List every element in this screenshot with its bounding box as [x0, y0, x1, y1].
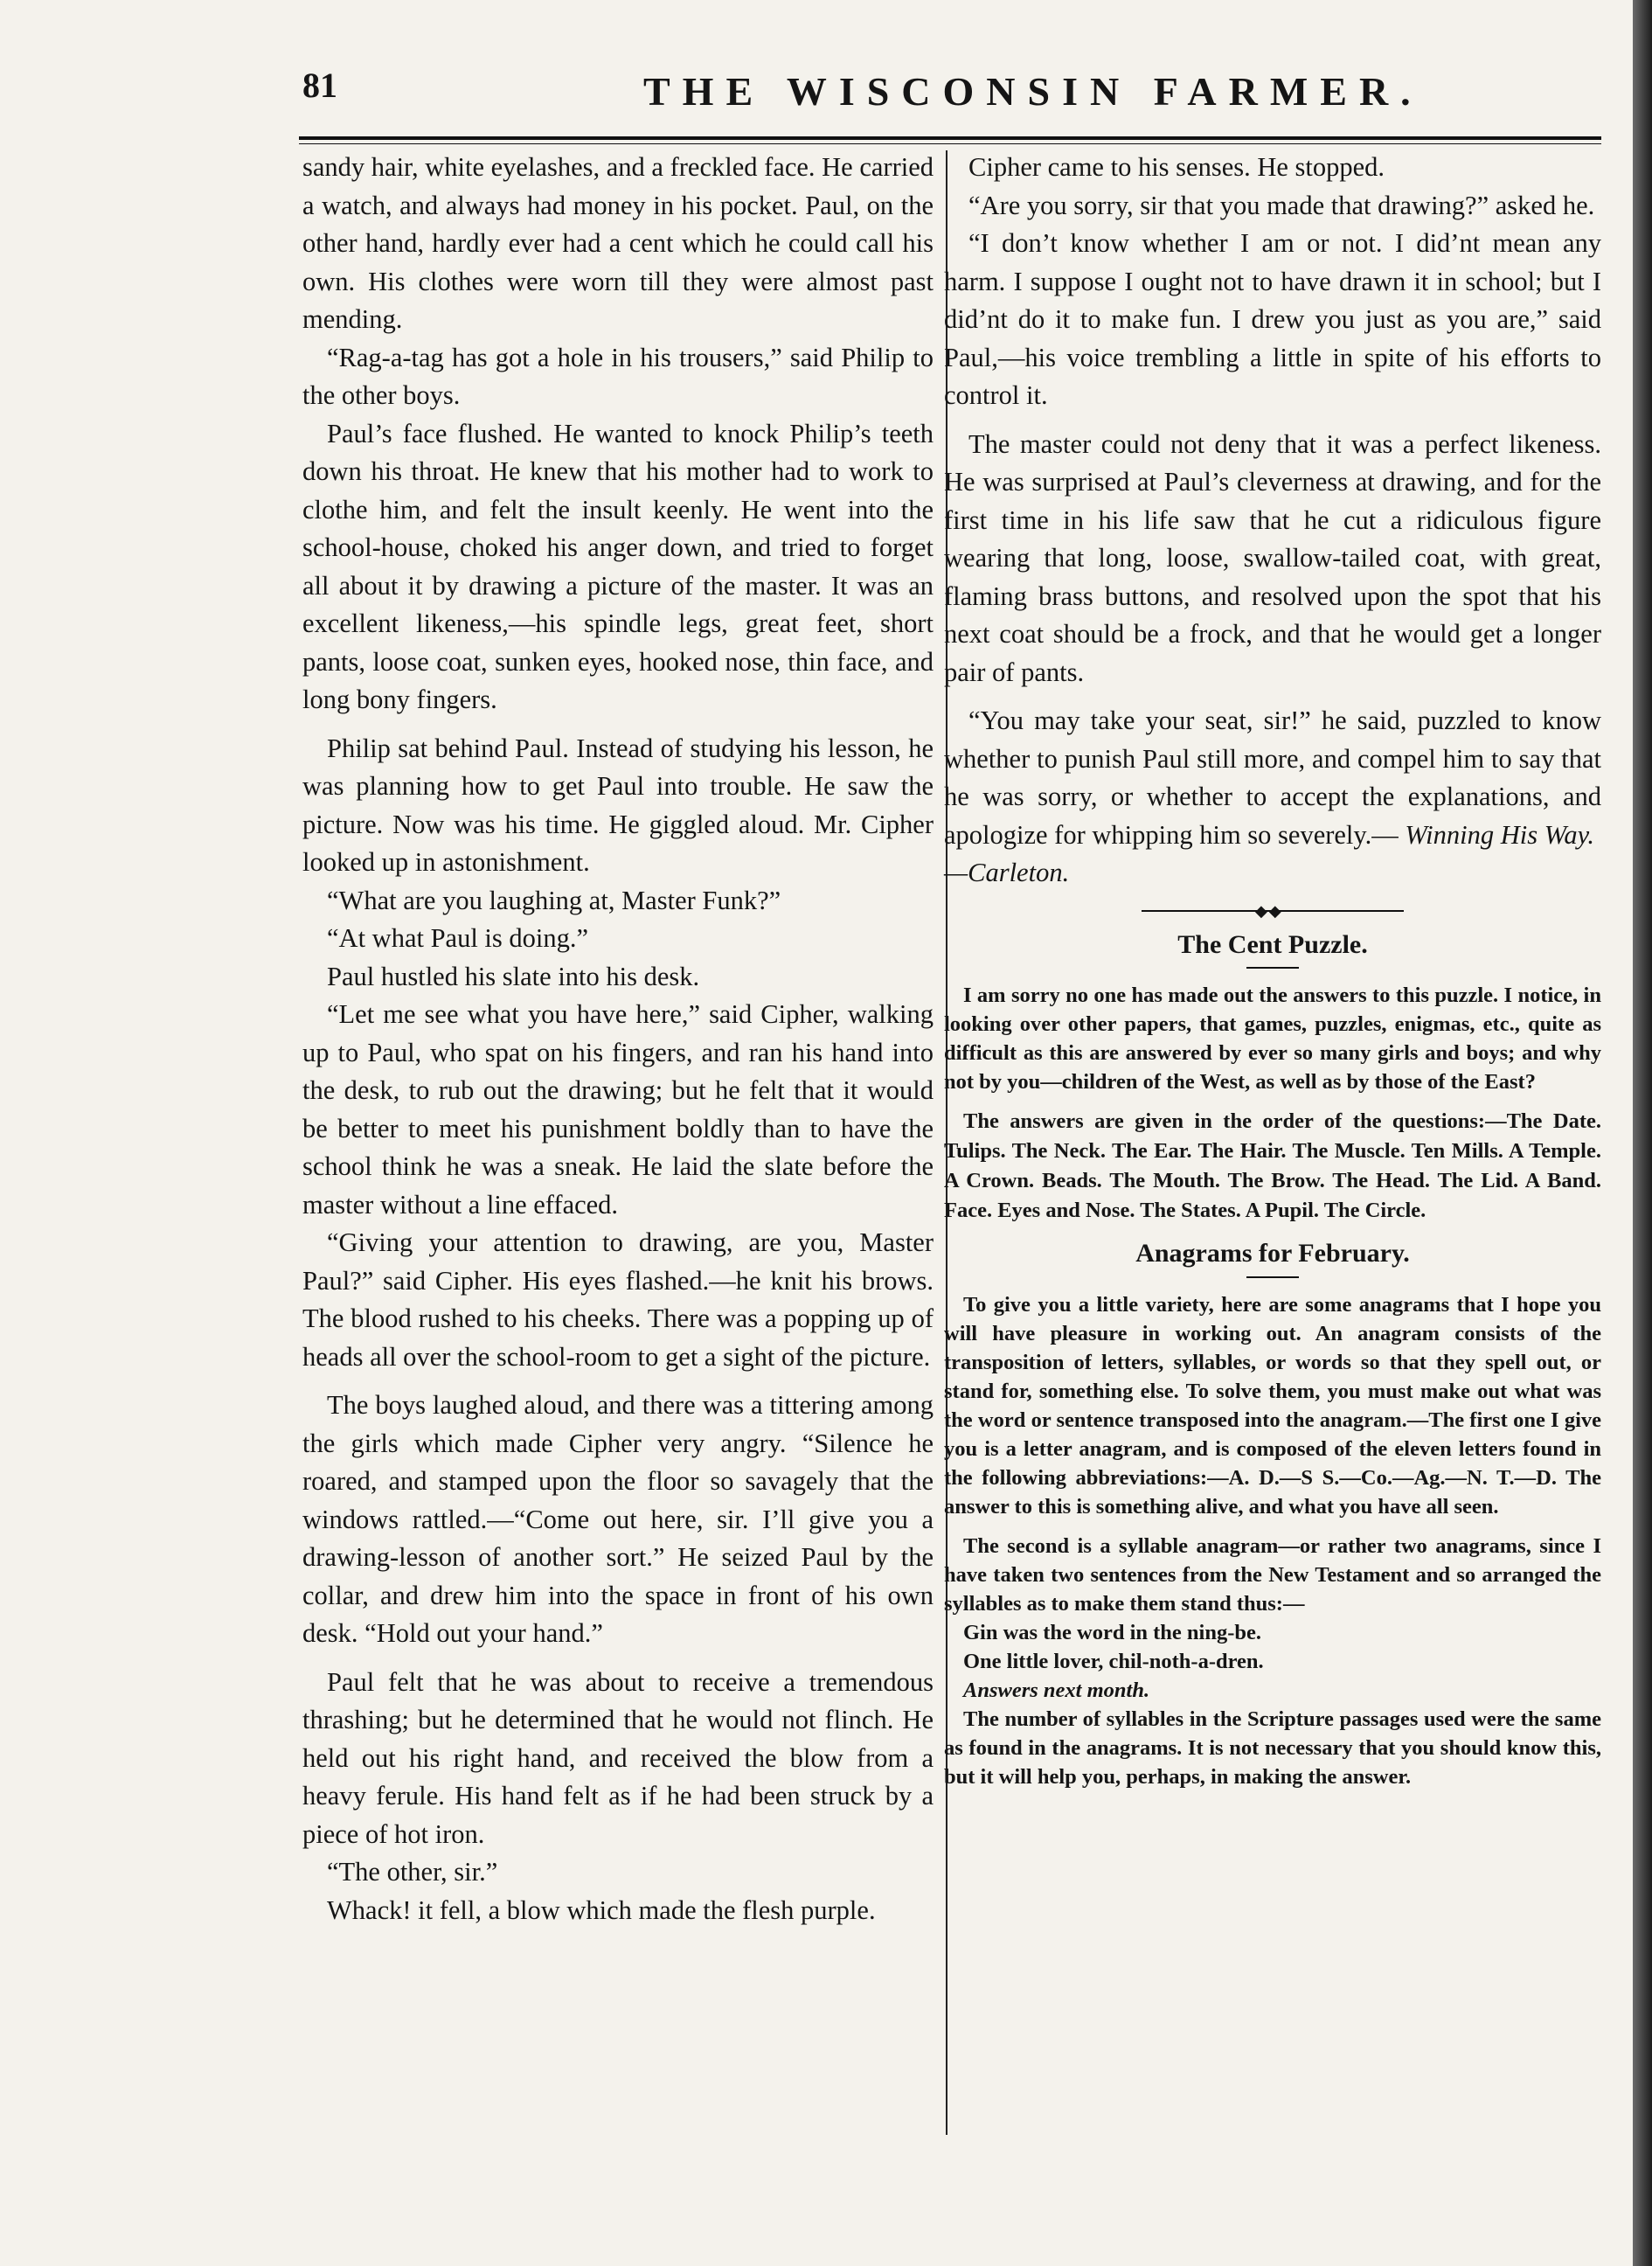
source-title: Winning His Way. [1405, 819, 1595, 850]
paragraph-text: “You may take your seat, sir!” he said, puzzled to know whether to punish Paul still more, and compel him to say that he was sorry, or whether to accept the explanations, and apologize for whipping him so severely.— [944, 706, 1601, 850]
anagram-line: One little lover, chil-noth-a-dren. [963, 1649, 1264, 1673]
anagrams-section [944, 1290, 1601, 1791]
paragraph: “Let me see what you have here,” said Cipher, walking up to Paul, who spat on his fingers, and ran his hand into the desk, to rub out the drawing; but he felt that it would be better to meet his punishment boldly than to have the school think he was a sneak. He laid the slate before the master without a line effaced. [302, 999, 934, 1220]
paragraph: Paul felt that he was about to receive a tremendous thrashing; but he determined that he would not flinch. He held out his right hand, and received the blow from a heavy ferule. His hand felt as if he had been struck by a piece of hot iron. [302, 1666, 934, 1849]
paragraph: sandy hair, white eyelashes, and a freckled face. He carried a watch, and always had money in his pocket. Paul, on the other hand, hardly ever had a cent which he could call his own. His clothes were worn till they were almost past mending. [302, 152, 934, 334]
paragraph: Paul’s face flushed. He wanted to knock Philip’s teeth down his throat. He knew that his mother had to work to clothe him, and felt the insult keenly. He went into the school-house, choked his anger down, and tried to forget all about it by drawing a picture of the master. It was an excellent likeness,—his spindle legs, great feet, short pants, loose coat, sunken eyes, hooked nose, thin face, and long bony fingers. [302, 418, 934, 714]
anagrams-second: The second is a syllable anagram—or rather two anagrams, since I have taken two sentences from the New Testament and so arranged the syllables as to make them stand thus:— [944, 1533, 1601, 1616]
paragraph: “What are you laughing at, Master Funk?” [327, 885, 781, 915]
left-column [302, 149, 934, 1929]
paragraph: The master could not deny that it was a perfect likeness. He was surprised at Paul’s cleverness at drawing, and for the first time in his life saw that he cut a ridiculous figure wearing that long, loose, swallow-tailed coat, with great, flaming brass buttons, and resolved upon the spot that his next coat should be a frock, and that he would get a longer pair of pants. [944, 428, 1601, 687]
anagram-line: Gin was the word in the ning-be. [963, 1620, 1262, 1644]
paragraph: “Are you sorry, sir that you made that drawing?” asked he. [968, 190, 1595, 220]
paragraph: “The other, sir.” [327, 1857, 498, 1887]
cent-puzzle-intro: I am sorry no one has made out the answers to this puzzle. I notice, in looking over other papers, that games, puzzles, enigmas, etc., quite as difficult as this are answered by ever so many girls and boys; and why not by you—children of the West, as well as by those of the East? [944, 984, 1601, 1094]
byline: —Carleton. [944, 858, 1070, 887]
cent-puzzle-heading: The Cent Puzzle. [1177, 929, 1368, 959]
header-rule [299, 136, 1601, 144]
paragraph: The boys laughed aloud, and there was a tittering among the girls which made Cipher very angry. “Silence he roared, and stamped upon the floor so savagely that the windows rattled.—“Come out here, sir. I’ll give you a drawing-lesson of another sort.” He seized Paul by the collar, and drew him into the space in front of his own desk. “Hold out your hand.” [302, 1390, 934, 1648]
answers-next-month: Answers next month. [963, 1678, 1150, 1702]
paragraph: Philip sat behind Paul. Instead of studying his lesson, he was planning how to get Paul into trouble. He saw the picture. Now was his time. He giggled aloud. Mr. Cipher looked up in astonishment. [302, 733, 934, 877]
paragraph [944, 702, 1601, 854]
cent-puzzle-section [944, 981, 1601, 1226]
anagrams-heading: Anagrams for February. [1135, 1239, 1410, 1268]
page-title: THE WISCONSIN FARMER. [643, 69, 1423, 114]
paragraph: “Rag-a-tag has got a hole in his trousers,” said Philip to the other boys. [302, 342, 934, 410]
section-ornament [1142, 901, 1404, 920]
paragraph: Paul hustled his slate into his desk. [327, 961, 700, 991]
binding-edge [1633, 0, 1652, 2266]
cent-puzzle-answers: The answers are given in the order of the questions:—The Date. Tulips. The Neck. The Ear. The Hair. The Muscle. Ten Mills. A Temple. A Crown. Beads. The Mouth. The Brow. The Head. The Lid. A Band. Face. Eyes and Nose. The States. A Pupil. The Circle. [944, 1109, 1601, 1222]
paragraph: “I don’t know whether I am or not. I did’nt mean any harm. I suppose I ought not to have drawn it in school; but I did’nt do it to make fun. I drew you just as you are,” said Paul,—his voice trembling a little in spite of his efforts to control it. [944, 228, 1601, 410]
heading-rule [1246, 967, 1299, 969]
anagrams-note: The number of syllables in the Scripture passages used were the same as found in the anagrams. It is not necessary that you should know this, but it will help you, perhaps, in making the answer. [944, 1706, 1601, 1789]
right-column [944, 149, 1601, 1791]
ornament-dots: ◆◆ [1255, 901, 1283, 920]
paragraph: “At what Paul is doing.” [327, 923, 589, 953]
paragraph: Cipher came to his senses. He stopped. [968, 152, 1385, 182]
page-number: 81 [302, 66, 337, 105]
anagrams-intro: To give you a little variety, here are some anagrams that I hope you will have pleasure in working out. An anagram consists of the transposition of letters, syllables, or words so that they spell out, or stand for, something else. To solve them, you must make out what was the word or sentence transposed into the anagram.—The first one I give you is a letter anagram, and is composed of the eleven letters found in the following abbreviations:—A. D.—S S.—Co.—Ag.—N. T.—D. The answer to this is something alive, and what you have all seen. [944, 1292, 1601, 1519]
paragraph: “Giving your attention to drawing, are you, Master Paul?” said Cipher. His eyes flashed.—he knit his brows. The blood rushed to his cheeks. There was a popping up of heads all over the school-room to get a sight of the picture. [302, 1227, 934, 1372]
heading-rule [1246, 1276, 1299, 1278]
page-header [0, 52, 1633, 122]
paragraph: Whack! it fell, a blow which made the flesh purple. [327, 1894, 876, 1925]
